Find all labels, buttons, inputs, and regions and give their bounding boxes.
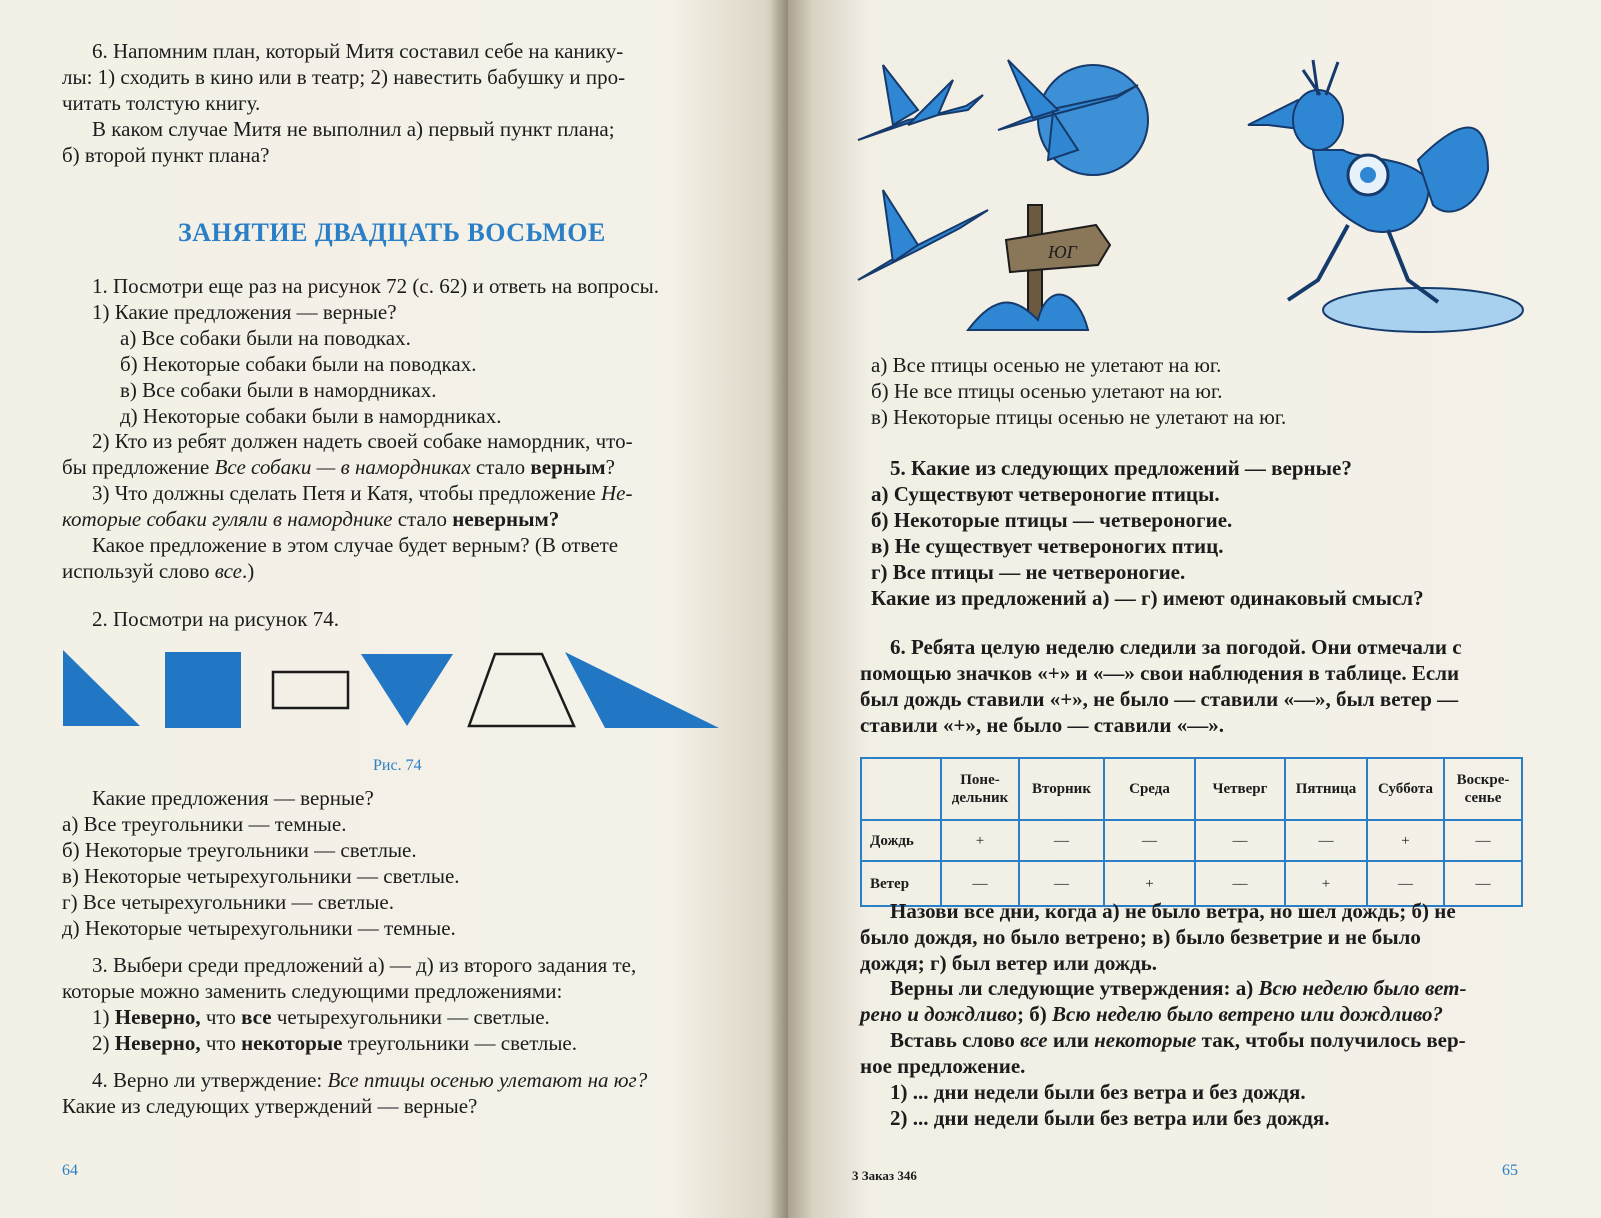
table-corner-cell — [861, 758, 941, 820]
table-cell: — — [1444, 820, 1522, 861]
table-cell: — — [1195, 820, 1285, 861]
exercise-6-text: 6. Напомним план, который Митя составил себе на канику- лы: 1) сходить в кино или в театр; 2) навестить бабушку и про- читать толстую книгу. — [62, 39, 626, 115]
task-6-statements: Верны ли следующие утверждения: а) Всю неделю было вет- рено и дождливо; б) Всю неделю было ветрено или дождливо? — [860, 976, 1467, 1026]
task-5-question: 5. Какие из следующих предложений — верные? — [890, 456, 1352, 480]
table-cell: — — [1195, 861, 1285, 906]
task-6-insert: Вставь слово все или некоторые так, чтобы получилось вер- ное предложение. 1) ... дни недели были без ветра и без дождя. 2) ... дни недели были без ветра или без дождя. — [860, 1028, 1466, 1130]
task-3: 3. Выбери среди предложений а) — д) из второго задания те, которые можно заменить следующими предложениями: 1) Неверно, что все четырехугольники — светлые. 2) Неверно, что некоторые треугольники — светлые. — [62, 953, 637, 1055]
task-6-intro: 6. Ребята целую неделю следили за погодой. Они отмечали с помощью значков «+» и «—» свои наблюдения в таблице. Если был дождь ставили «+», не было — ставили «—», был ветер — ставили «+», не было — ставили «—». — [860, 635, 1462, 737]
standing-bird — [1248, 60, 1523, 332]
light-rectangle — [273, 672, 348, 708]
day-header: Пятница — [1285, 758, 1367, 820]
task-1-question-2: 2) Кто из ребят должен надеть своей собаке намордник, что- бы предложение Все собаки — в намордниках стало верным? — [62, 429, 633, 479]
task-5-options: а) Существуют четвероногие птицы. б) Некоторые птицы — четвероногие. в) Не существует четвероногих птиц. г) Все птицы — не четвероногие. Какие из предложений а) — г) имеют одинаковый смысл? — [871, 482, 1424, 610]
page-number-right: 65 — [1502, 1162, 1518, 1179]
table-cell: + — [1285, 861, 1367, 906]
task-2-intro: 2. Посмотри на рисунок 74. — [92, 607, 339, 631]
task-1: 1. Посмотри еще раз на рисунок 72 (с. 62) и ответь на вопросы. 1) Какие предложения — верные? а) Все собаки были на поводках. б) Некоторые собаки были на поводках. в) Все собаки были в намордниках. д) Некоторые собаки были в намордниках. — [92, 274, 659, 428]
day-header: Воскре- сенье — [1444, 758, 1522, 820]
table-cell: — — [1285, 820, 1367, 861]
task-1-question-3: 3) Что должны сделать Петя и Катя, чтобы предложение Не- которые собаки гуляли в наморднике стало неверным? — [62, 481, 633, 531]
print-order-mark: 3 Заказ 346 — [852, 1168, 917, 1183]
task-2-options: а) Все треугольники — темные. б) Некоторые треугольники — светлые. в) Некоторые четырехугольники — светлые. г) Все четырехугольники — светлые. д) Некоторые четырехугольники — темные. — [62, 812, 460, 940]
table-cell: — — [941, 861, 1019, 906]
day-header: Поне- дельник — [941, 758, 1019, 820]
task-2-question: Какие предложения — верные? — [92, 786, 374, 810]
figure-caption: Рис. 74 — [373, 757, 422, 774]
lesson-heading: ЗАНЯТИЕ ДВАДЦАТЬ ВОСЬМОЕ — [178, 218, 606, 247]
bird-3-body — [858, 210, 988, 280]
light-trapezoid — [469, 654, 574, 726]
task-4-options: а) Все птицы осенью не улетают на юг. б) Не все птицы осенью улетают на юг. в) Некоторые птицы осенью не улетают на юг. — [871, 353, 1287, 429]
day-header: Суббота — [1367, 758, 1444, 820]
row-label: Ветер — [861, 861, 941, 906]
table-cell: — — [1104, 820, 1195, 861]
sign-label: ЮГ — [1048, 242, 1077, 262]
figure-74 — [55, 646, 735, 736]
task-4: 4. Верно ли утверждение: Все птицы осенью улетают на юг? Какие из следующих утверждений — верные? — [62, 1068, 648, 1118]
birds-illustration — [848, 40, 1538, 350]
dark-down-triangle — [361, 654, 453, 726]
table-cell: — — [1444, 861, 1522, 906]
table-cell: + — [1104, 861, 1195, 906]
task-6-name-days: Назови все дни, когда а) не было ветра, но шел дождь; б) не было дождя, но было ветрено; в) было безветрие и не было дождя; г) был ветер или дождь. — [860, 899, 1456, 975]
table-cell: — — [1019, 820, 1104, 861]
exercise-6-question: В каком случае Митя не выполнил а) первый пункт плана; б) второй пункт плана? — [62, 117, 615, 167]
table-cell: — — [1019, 861, 1104, 906]
task-1-question-4: Какое предложение в этом случае будет верным? (В ответе используй слово все.) — [62, 533, 619, 583]
table-cell: — — [1367, 861, 1444, 906]
dark-square — [165, 652, 241, 728]
bird-tail — [1418, 128, 1488, 212]
table-cell: + — [1367, 820, 1444, 861]
row-label: Дождь — [861, 820, 941, 861]
bird-1-wing-2 — [908, 80, 953, 125]
bird-1-wing — [883, 65, 918, 125]
table-header-row — [861, 758, 1522, 820]
puddle — [1323, 288, 1523, 332]
left-page — [0, 0, 788, 1218]
bird-head — [1293, 90, 1343, 150]
day-header: Среда — [1104, 758, 1195, 820]
table-row-rain — [861, 820, 1522, 861]
table-cell: + — [941, 820, 1019, 861]
dark-right-triangle — [63, 650, 140, 726]
weather-table — [860, 757, 1523, 907]
day-header: Вторник — [1019, 758, 1104, 820]
dark-obtuse-triangle — [565, 652, 719, 728]
page-number-left: 64 — [62, 1162, 78, 1179]
day-header: Четверг — [1195, 758, 1285, 820]
